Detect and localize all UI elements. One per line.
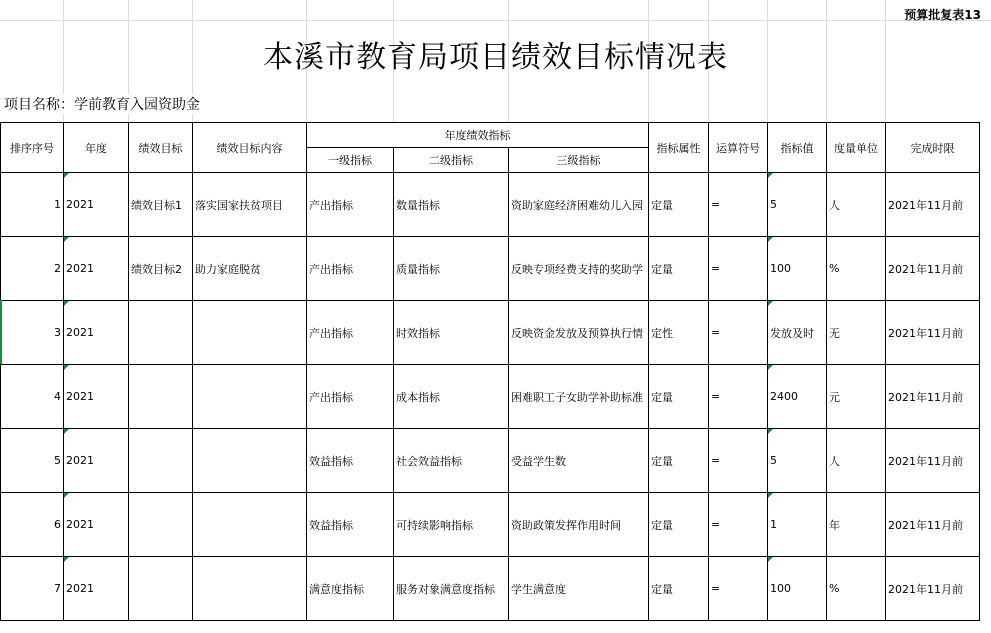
cell-seq[interactable]: 5 — [1, 429, 64, 493]
cell-level1[interactable]: 产出指标 — [307, 237, 394, 301]
header-attr[interactable]: 指标属性 — [649, 123, 709, 173]
cell-operator[interactable]: = — [709, 557, 768, 621]
cell-goal-content[interactable] — [193, 429, 307, 493]
cell-seq[interactable]: 3 — [1, 301, 64, 365]
table-row — [1, 365, 980, 429]
header-row-1 — [1, 123, 980, 148]
cell-value[interactable]: 发放及时 — [768, 301, 827, 365]
cell-operator[interactable]: = — [709, 237, 768, 301]
cell-level1[interactable]: 产出指标 — [307, 173, 394, 237]
cell-level3[interactable]: 反映专项经费支持的奖助学 — [509, 237, 649, 301]
cell-deadline[interactable]: 2021年11月前 — [886, 173, 980, 237]
cell-level2[interactable]: 可持续影响指标 — [394, 493, 509, 557]
cell-level3[interactable]: 资助家庭经济困难幼儿入园 — [509, 173, 649, 237]
header-value[interactable]: 指标值 — [768, 123, 827, 173]
cell-goal-content[interactable] — [193, 301, 307, 365]
cell-value[interactable]: 100 — [768, 237, 827, 301]
table-row — [1, 237, 980, 301]
cell-operator[interactable]: = — [709, 429, 768, 493]
cell-unit[interactable]: 人 — [827, 429, 886, 493]
cell-unit[interactable]: 元 — [827, 365, 886, 429]
cell-attr[interactable]: 定量 — [649, 429, 709, 493]
cell-goal-content[interactable] — [193, 493, 307, 557]
header-annual-indicator[interactable]: 年度绩效指标 — [307, 123, 649, 148]
cell-year[interactable]: 2021 — [64, 557, 129, 621]
cell-selection-indicator — [0, 300, 2, 364]
cell-deadline[interactable]: 2021年11月前 — [886, 493, 980, 557]
cell-attr[interactable]: 定量 — [649, 173, 709, 237]
cell-level1[interactable]: 满意度指标 — [307, 557, 394, 621]
cell-deadline[interactable]: 2021年11月前 — [886, 301, 980, 365]
form-number-label: 预算批复表13 — [904, 8, 981, 22]
cell-attr[interactable]: 定量 — [649, 557, 709, 621]
cell-operator[interactable]: = — [709, 173, 768, 237]
cell-goal[interactable]: 绩效目标1 — [129, 173, 193, 237]
cell-seq[interactable]: 2 — [1, 237, 64, 301]
cell-value[interactable]: 1 — [768, 493, 827, 557]
table-row — [1, 557, 980, 621]
cell-unit[interactable]: 年 — [827, 493, 886, 557]
cell-goal[interactable]: 绩效目标2 — [129, 237, 193, 301]
cell-year[interactable]: 2021 — [64, 429, 129, 493]
cell-attr[interactable]: 定量 — [649, 493, 709, 557]
cell-level2[interactable]: 成本指标 — [394, 365, 509, 429]
table-row — [1, 173, 980, 237]
header-seq[interactable]: 排序序号 — [1, 123, 64, 173]
header-goal[interactable]: 绩效目标 — [129, 123, 193, 173]
cell-level2[interactable]: 质量指标 — [394, 237, 509, 301]
cell-level1[interactable]: 产出指标 — [307, 301, 394, 365]
cell-value[interactable]: 5 — [768, 429, 827, 493]
table-row — [1, 429, 980, 493]
performance-table — [0, 122, 980, 621]
cell-operator[interactable]: = — [709, 301, 768, 365]
cell-level2[interactable]: 时效指标 — [394, 301, 509, 365]
cell-unit[interactable]: % — [827, 237, 886, 301]
cell-level1[interactable]: 效益指标 — [307, 429, 394, 493]
cell-value[interactable]: 5 — [768, 173, 827, 237]
cell-goal[interactable] — [129, 493, 193, 557]
cell-year[interactable]: 2021 — [64, 237, 129, 301]
page-title: 本溪市教育局项目绩效目标情况表 — [263, 40, 728, 75]
cell-deadline[interactable]: 2021年11月前 — [886, 365, 980, 429]
cell-level1[interactable]: 效益指标 — [307, 493, 394, 557]
cell-level3[interactable]: 受益学生数 — [509, 429, 649, 493]
cell-deadline[interactable]: 2021年11月前 — [886, 429, 980, 493]
header-goal-content[interactable]: 绩效目标内容 — [193, 123, 307, 173]
header-unit[interactable]: 度量单位 — [827, 123, 886, 173]
header-deadline[interactable]: 完成时限 — [886, 123, 980, 173]
cell-unit[interactable]: 无 — [827, 301, 886, 365]
cell-level2[interactable]: 服务对象满意度指标 — [394, 557, 509, 621]
cell-deadline[interactable]: 2021年11月前 — [886, 557, 980, 621]
cell-operator[interactable]: = — [709, 365, 768, 429]
project-name: 项目名称：学前教育入园资助金 — [4, 94, 200, 114]
cell-attr[interactable]: 定性 — [649, 301, 709, 365]
cell-unit[interactable]: % — [827, 557, 886, 621]
cell-unit[interactable]: 人 — [827, 173, 886, 237]
cell-seq[interactable]: 1 — [1, 173, 64, 237]
cell-goal[interactable] — [129, 429, 193, 493]
cell-level3[interactable]: 资助政策发挥作用时间 — [509, 493, 649, 557]
cell-goal-content[interactable] — [193, 557, 307, 621]
cell-level3[interactable]: 反映资金发放及预算执行情 — [509, 301, 649, 365]
cell-year[interactable]: 2021 — [64, 365, 129, 429]
cell-goal-content[interactable]: 落实国家扶贫项目 — [193, 173, 307, 237]
cell-level1[interactable]: 产出指标 — [307, 365, 394, 429]
cell-goal[interactable] — [129, 557, 193, 621]
cell-goal-content[interactable] — [193, 365, 307, 429]
table-row — [1, 301, 980, 365]
cell-level3[interactable]: 学生满意度 — [509, 557, 649, 621]
cell-goal[interactable] — [129, 301, 193, 365]
cell-level3[interactable]: 困难职工子女助学补助标准 — [509, 365, 649, 429]
cell-goal-content[interactable]: 助力家庭脱贫 — [193, 237, 307, 301]
table-row — [1, 493, 980, 557]
cell-goal[interactable] — [129, 365, 193, 429]
cell-year[interactable]: 2021 — [64, 173, 129, 237]
header-year[interactable]: 年度 — [64, 123, 129, 173]
cell-attr[interactable]: 定量 — [649, 237, 709, 301]
cell-deadline[interactable]: 2021年11月前 — [886, 237, 980, 301]
cell-level2[interactable]: 社会效益指标 — [394, 429, 509, 493]
header-level3[interactable]: 三级指标 — [509, 148, 649, 173]
cell-value[interactable]: 100 — [768, 557, 827, 621]
cell-value[interactable]: 2400 — [768, 365, 827, 429]
cell-seq[interactable]: 7 — [1, 557, 64, 621]
header-operator[interactable]: 运算符号 — [709, 123, 768, 173]
cell-attr[interactable]: 定量 — [649, 365, 709, 429]
cell-year[interactable]: 2021 — [64, 301, 129, 365]
cell-year[interactable]: 2021 — [64, 493, 129, 557]
cell-level2[interactable]: 数量指标 — [394, 173, 509, 237]
header-level1[interactable]: 一级指标 — [307, 148, 394, 173]
header-level2[interactable]: 二级指标 — [394, 148, 509, 173]
cell-seq[interactable]: 4 — [1, 365, 64, 429]
cell-operator[interactable]: = — [709, 493, 768, 557]
cell-seq[interactable]: 6 — [1, 493, 64, 557]
